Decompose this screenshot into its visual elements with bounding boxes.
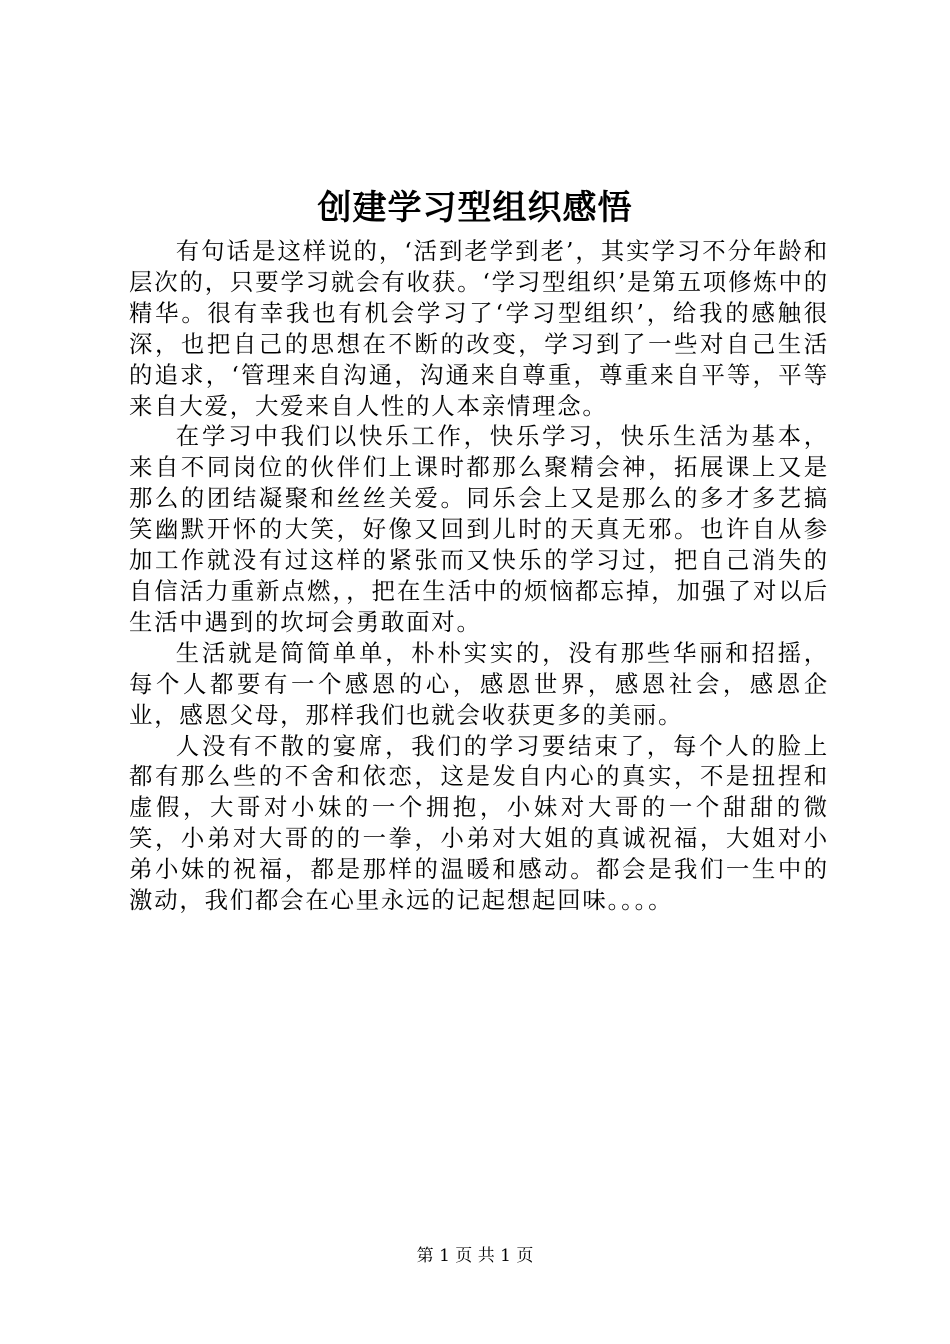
paragraph-1: 有句话是这样说的，‘活到老学到老’，其实学习不分年龄和层次的，只要学习就会有收获。‘学习型组织’是第五项修炼中的精华。很有幸我也有机会学习了‘学习型组织’，给我的感触很深，也把自己的思想在不断的改变，学习到了一些对自己生活的追求，‘管理来自沟通，沟通来自尊重，尊重来自平等，平等来自大爱，大爱来自人性的人本亲情理念。 [129,237,829,420]
paragraph-4: 人没有不散的宴席，我们的学习要结束了，每个人的脸上都有那么些的不舍和依恋，这是发自内心的真实，不是扭捏和虚假，大哥对小妹的一个拥抱，小妹对大哥的一个甜甜的微笑，小弟对大哥的的一拳，小弟对大姐的真诚祝福，大姐对小弟小妹的祝福，都是那样的温暖和感动。都会是我们一生中的激动，我们都会在心里永远的记起想起回味。。。。 [129,731,829,915]
document-body [129,236,829,916]
paragraph-2: 在学习中我们以快乐工作，快乐学习，快乐生活为基本，来自不同岗位的伙伴们上课时都那么聚精会神，拓展课上又是那么的团结凝聚和丝丝关爱。同乐会上又是那么的多才多艺搞笑幽默开怀的大笑，好像又回到儿时的天真无邪。也许自从参加工作就没有过这样的紧张而又快乐的学习过，把自己消失的自信活力重新点燃，，把在生活中的烦恼都忘掉，加强了对以后生活中遇到的坎坷会勇敢面对。 [129,422,829,636]
page-footer: 第 1 页 共 1 页 [416,1246,534,1266]
paragraph-3: 生活就是简简单单，朴朴实实的，没有那些华丽和招摇，每个人都要有一个感恩的心，感恩世界，感恩社会，感恩企业，感恩父母，那样我们也就会收获更多的美丽。 [129,638,829,729]
document-title: 创建学习型组织感悟 [317,188,633,228]
